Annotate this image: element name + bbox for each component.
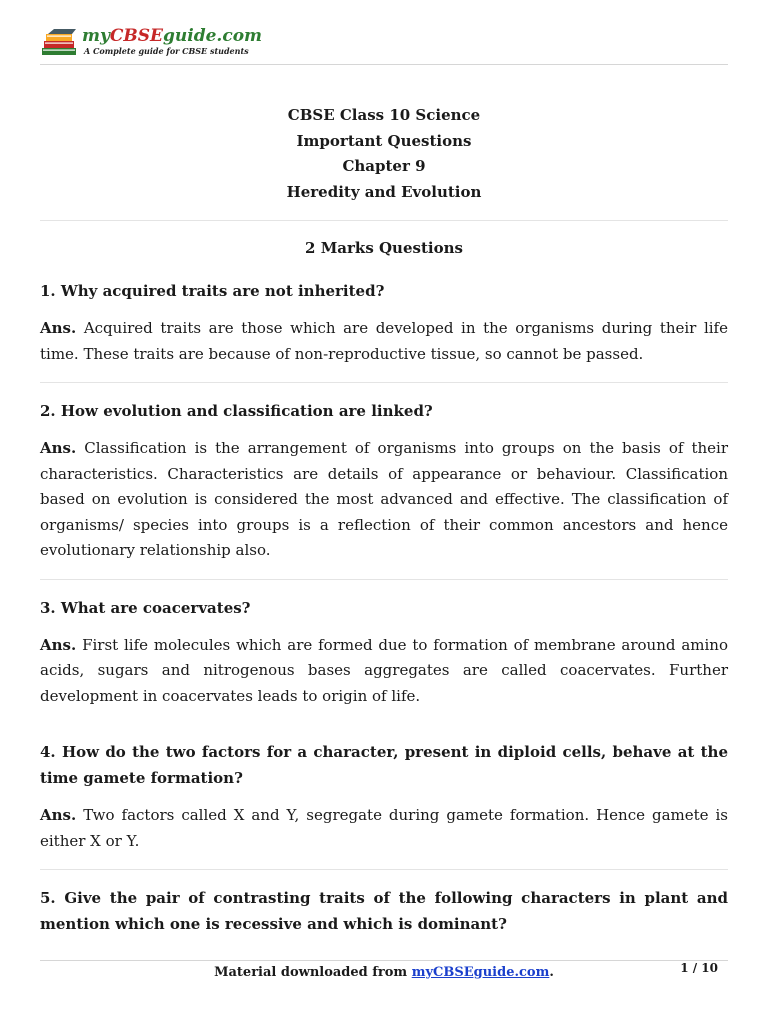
divider <box>40 579 728 580</box>
page-number: 1 / 10 <box>680 961 718 975</box>
answer-4 <box>40 803 728 854</box>
brand-name <box>82 26 262 46</box>
divider <box>40 382 728 383</box>
question-1: 1. Why acquired traits are not inherited? <box>40 282 385 300</box>
title-line: Heredity and Evolution <box>286 182 482 201</box>
answer-3 <box>40 633 728 710</box>
brand-my: my <box>82 26 110 46</box>
footer-suffix: . <box>549 965 554 980</box>
document-body <box>40 103 728 937</box>
answer-text: Classification is the arrangement of organisms into groups on the basis of their characteristics. Characteristics are details of appearance or behaviour. Classification based on evolution is considered the most advanced and effective. The classification of organisms/ species into groups is a reflection of their common ancestors and hence evolutionary relationship also. <box>40 439 728 559</box>
question-4: 4. How do the two factors for a character, present in diploid cells, behave at the time gamete formation? <box>40 743 728 787</box>
title-line: Chapter 9 <box>342 157 426 175</box>
divider <box>40 869 728 870</box>
books-icon <box>40 28 80 58</box>
answer-text: Acquired traits are those which are developed in the organisms during their life time. These traits are because of non-reproductive tissue, so cannot be passed. <box>40 319 728 363</box>
answer-2 <box>40 436 728 564</box>
page-header <box>40 24 728 65</box>
page-footer <box>40 960 728 991</box>
section-heading: 2 Marks Questions <box>305 239 463 257</box>
question-3: 3. What are coacervates? <box>40 598 251 617</box>
answer-text: First life molecules which are formed due to formation of membrane around amino acids, sugars and nitrogenous bases aggregates are called coacervates. Further development in coacervates leads to origin of life. <box>40 635 728 705</box>
title-line: Important Questions <box>296 131 472 150</box>
ans-label: Ans. <box>40 635 77 654</box>
answer-text: Two factors called X and Y, segregate during gamete formation. Hence gamete is either X or Y. <box>40 806 728 850</box>
footer-prefix: Material downloaded from <box>214 965 412 980</box>
footer-text <box>40 965 728 980</box>
brand-cbse: CBSE <box>109 26 164 46</box>
document-title <box>40 103 728 205</box>
question-2: 2. How evolution and classification are linked? <box>40 402 433 420</box>
footer-link[interactable]: myCBSEguide.com <box>411 965 550 980</box>
brand-rest: guide.com <box>163 26 263 46</box>
site-logo[interactable] <box>40 26 263 60</box>
ans-label: Ans. <box>40 806 77 824</box>
answer-1 <box>40 316 728 367</box>
ans-label: Ans. <box>40 439 77 457</box>
divider <box>40 220 728 221</box>
brand-tagline: A Complete guide for CBSE students <box>84 46 249 56</box>
ans-label: Ans. <box>40 319 77 337</box>
question-5: 5. Give the pair of contrasting traits of the following characters in plant and mention which one is recessive and which is dominant? <box>40 889 728 933</box>
title-line: CBSE Class 10 Science <box>287 106 481 124</box>
